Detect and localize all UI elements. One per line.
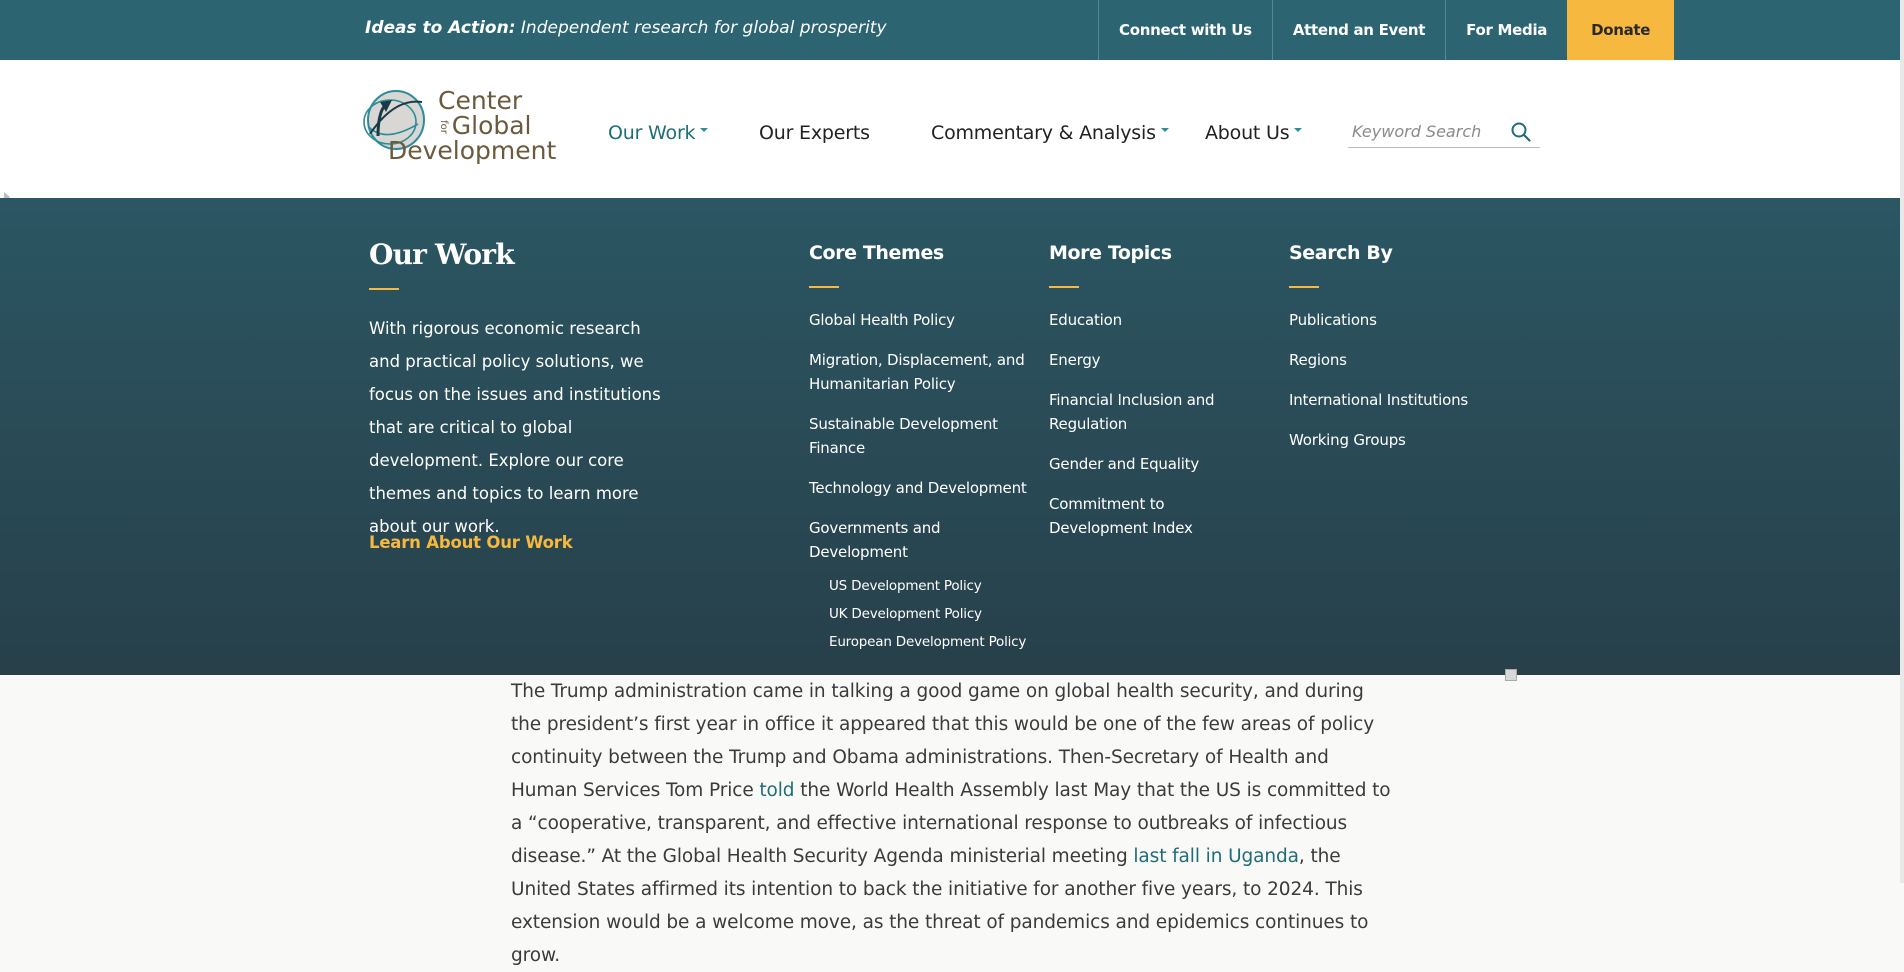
nav-our-experts[interactable] bbox=[759, 122, 870, 144]
learn-about-our-work-link[interactable]: Learn About Our Work bbox=[369, 533, 573, 552]
logo-line-center: Center bbox=[438, 86, 523, 115]
attend-event-link[interactable]: Attend an Event bbox=[1272, 0, 1445, 60]
search-by-column bbox=[1289, 242, 1519, 449]
more-topics-column bbox=[1049, 242, 1279, 537]
floating-marker bbox=[1505, 669, 1517, 681]
search-by-link[interactable]: Working Groups bbox=[1289, 431, 1406, 449]
tagline-bold: Ideas to Action: bbox=[365, 18, 516, 38]
logo-wordmark bbox=[388, 86, 557, 165]
sub-theme-link[interactable]: US Development Policy bbox=[829, 578, 982, 594]
search-icon[interactable] bbox=[1510, 121, 1532, 143]
article-body bbox=[511, 675, 1391, 972]
more-topics-heading: More Topics bbox=[1049, 242, 1172, 264]
utility-bar bbox=[0, 0, 1904, 60]
nav-our-work[interactable] bbox=[608, 122, 708, 144]
logo-global: Global bbox=[451, 111, 532, 140]
search-input[interactable] bbox=[1348, 116, 1508, 146]
site-header bbox=[0, 60, 1904, 198]
uganda-link[interactable]: last fall in Uganda bbox=[1133, 846, 1299, 867]
core-theme-link[interactable]: Governments and Development bbox=[809, 519, 941, 561]
nav-our-experts-label: Our Experts bbox=[759, 122, 870, 144]
column-accent-rule bbox=[1289, 286, 1319, 288]
logo-line-global bbox=[436, 113, 556, 138]
told-link[interactable]: told bbox=[759, 780, 795, 801]
donate-button[interactable]: Donate bbox=[1567, 0, 1674, 60]
mega-menu-title: Our Work bbox=[369, 238, 514, 271]
nav-about-us[interactable] bbox=[1205, 122, 1302, 144]
mega-menu-description: With rigorous economic research and practical policy solutions, we focus on the issues and institutions that are critical to global development. Explore our core themes and topics to learn more about our work. bbox=[369, 319, 661, 536]
search-by-list bbox=[1289, 308, 1519, 468]
governments-sublist bbox=[809, 576, 1039, 652]
logo-line-development: Development bbox=[388, 136, 557, 165]
search-by-link[interactable]: Publications bbox=[1289, 311, 1377, 329]
chevron-down-icon bbox=[1294, 128, 1302, 132]
column-accent-rule bbox=[1049, 286, 1079, 288]
search-by-link[interactable]: Regions bbox=[1289, 351, 1347, 369]
search-by-heading: Search By bbox=[1289, 242, 1393, 264]
topic-link[interactable]: Financial Inclusion and Regulation bbox=[1049, 391, 1215, 433]
search-by-link[interactable]: International Institutions bbox=[1289, 391, 1469, 409]
core-theme-link[interactable]: Global Health Policy bbox=[809, 311, 955, 329]
for-media-link[interactable]: For Media bbox=[1445, 0, 1567, 60]
chevron-down-icon bbox=[700, 128, 708, 132]
scrollbar[interactable] bbox=[1900, 0, 1904, 883]
cgd-logo[interactable] bbox=[360, 84, 560, 176]
article-text: , the United States affirmed its intention to back the initiative for another five years, to 2024. This extension would be a welcome move, as the threat of pandemics and epidemics continues to grow. bbox=[511, 846, 1369, 966]
article-text: The Trump administration came in talking a good game on global health security, and during the president’s first year in office it appeared that this would be one of the few areas of policy continuity between the Trump and Obama administrations. Then-Secretary of Health and Human Services Tom Price bbox=[511, 681, 1375, 801]
column-accent-rule bbox=[809, 286, 839, 288]
more-topics-list bbox=[1049, 308, 1269, 556]
chevron-down-icon bbox=[1161, 128, 1169, 132]
tagline-text: Independent research for global prosperity bbox=[520, 18, 887, 38]
core-themes-heading: Core Themes bbox=[809, 242, 944, 264]
article-paragraph bbox=[511, 675, 1391, 972]
article-text: the World Health Assembly last May that the US is committed to a “cooperative, transparent, and effective international response to outbreaks of infectious disease.” At the Global Health Security Agenda ministerial meeting bbox=[511, 780, 1391, 867]
topic-link[interactable]: Gender and Equality bbox=[1049, 455, 1200, 473]
nav-commentary-analysis[interactable] bbox=[931, 122, 1169, 144]
core-theme-link[interactable]: Migration, Displacement, and Humanitarian Policy bbox=[809, 351, 1025, 393]
our-work-mega-menu bbox=[0, 198, 1904, 675]
search-box bbox=[1348, 116, 1540, 148]
tagline bbox=[365, 18, 887, 38]
core-themes-list bbox=[809, 308, 1039, 660]
topic-link[interactable]: Education bbox=[1049, 311, 1122, 329]
utility-links bbox=[1098, 0, 1674, 60]
core-themes-column bbox=[809, 242, 1039, 650]
topic-link[interactable]: Energy bbox=[1049, 351, 1101, 369]
sub-theme-link[interactable]: European Development Policy bbox=[829, 634, 1027, 650]
nav-our-work-label: Our Work bbox=[608, 122, 696, 144]
title-accent-rule bbox=[369, 288, 399, 290]
nav-about-us-label: About Us bbox=[1205, 122, 1290, 144]
sub-theme-link[interactable]: UK Development Policy bbox=[829, 606, 982, 622]
topic-link[interactable]: Commitment to Development Index bbox=[1049, 495, 1193, 537]
nav-commentary-label: Commentary & Analysis bbox=[931, 122, 1156, 144]
core-theme-link[interactable]: Sustainable Development Finance bbox=[809, 415, 998, 457]
connect-link[interactable]: Connect with Us bbox=[1098, 0, 1272, 60]
core-theme-link[interactable]: Technology and Development bbox=[809, 479, 1027, 497]
logo-for: for bbox=[437, 120, 449, 134]
